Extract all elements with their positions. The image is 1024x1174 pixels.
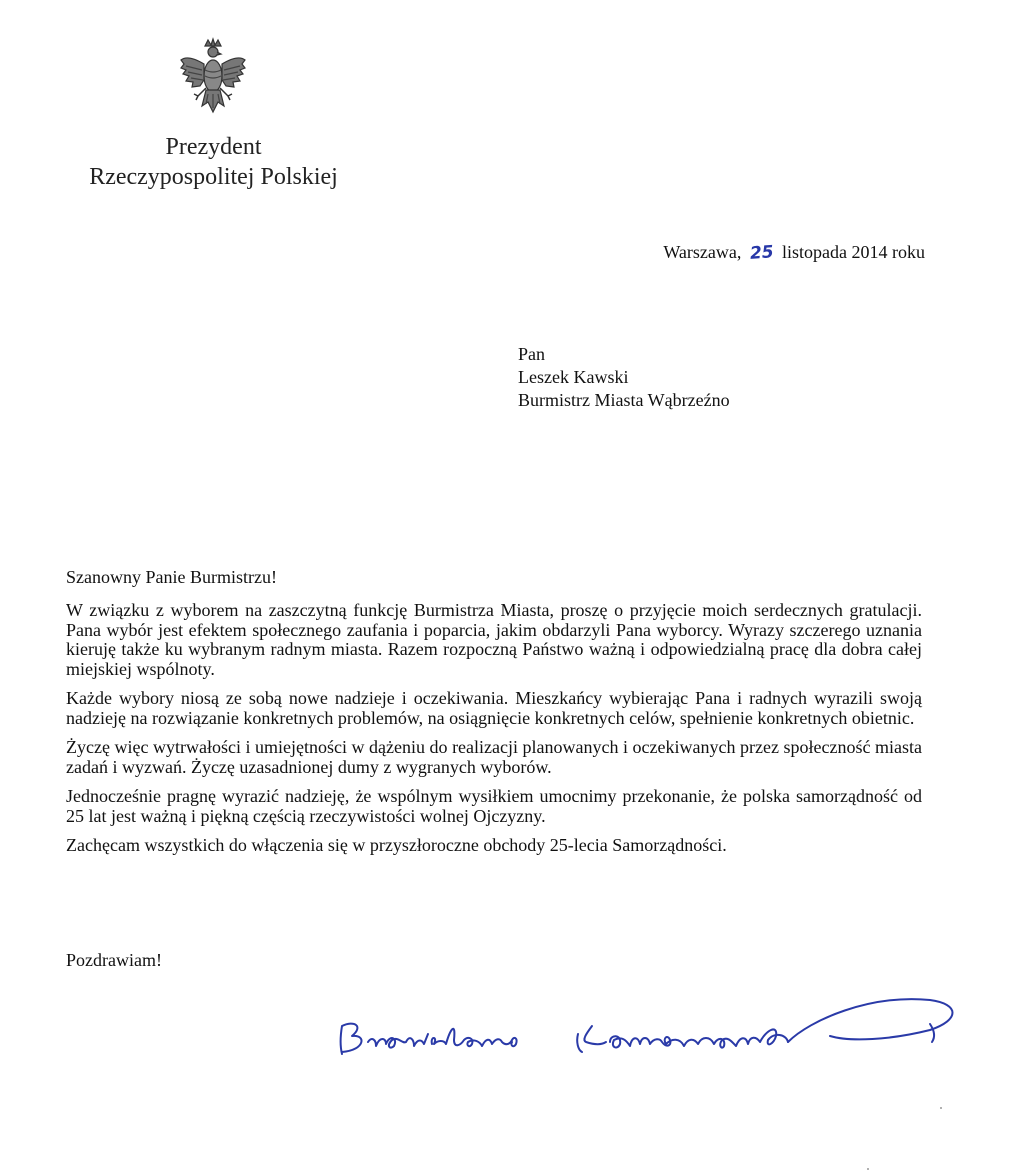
body-paragraph: Jednocześnie pragnę wyrazić nadzieję, że wspólnym wysiłkiem umocnimy przekonanie, że polska samorządność od 25 lat jest ważną i piękną częścią rzeczywistości wolnej Ojczyzny.: [66, 786, 922, 826]
date-day-handwritten: 25: [749, 242, 775, 264]
scan-speck: [940, 1107, 942, 1109]
recipient-position: Burmistrz Miasta Wąbrzeźno: [518, 390, 730, 410]
recipient-name: Leszek Kawski: [518, 367, 629, 387]
sender-institution: [40, 132, 387, 192]
salutation: Szanowny Panie Burmistrzu!: [66, 567, 277, 587]
sender-title: Prezydent: [165, 134, 262, 160]
letter-date: [560, 242, 925, 263]
body-paragraph: W związku z wyborem na zaszczytną funkcję Burmistrza Miasta, proszę o przyjęcie moich serdecznych gratulacji. Pana wybór jest efektem społecznego zaufania i poparcia, jakim obdarzyli Pana wyborcy. Wyrazy szczerego uznania kieruję także ku wybranym radnym miasta. Razem rozpoczną Państwo ważną i odpowiedzialną pracę dla dobra całej miejskiej wspólnoty.: [66, 600, 922, 679]
recipient-title: Pan: [518, 344, 545, 364]
date-city: Warszawa,: [663, 242, 742, 262]
sender-institution-name: Rzeczypospolitej Polskiej: [89, 164, 338, 190]
body-paragraph: Życzę więc wytrwałości i umiejętności w dążeniu do realizacji planowanych i oczekiwanych przez społeczność miasta zadań i wyzwań. Życzę uzasadnionej dumy z wygranych wyborów.: [66, 737, 922, 777]
closing: Pozdrawiam!: [66, 950, 162, 970]
date-rest: listopada 2014 roku: [782, 242, 925, 262]
letter-body: [66, 601, 922, 866]
scan-speck: [867, 1168, 869, 1170]
body-paragraph: Zachęcam wszystkich do włączenia się w przyszłoroczne obchody 25-lecia Samorządności.: [66, 835, 727, 855]
body-paragraph: Każde wybory niosą ze sobą nowe nadzieje i oczekiwania. Mieszkańcy wybierając Pana i radnych wyrazili swoją nadzieję na rozwiązanie konkretnych problemów, na osiągnięcie konkretnych celów, spełnienie konkretnych obietnic.: [66, 688, 922, 728]
recipient-block: [518, 343, 730, 412]
eagle-emblem-icon: [178, 36, 248, 120]
handwritten-signature: [330, 990, 970, 1070]
